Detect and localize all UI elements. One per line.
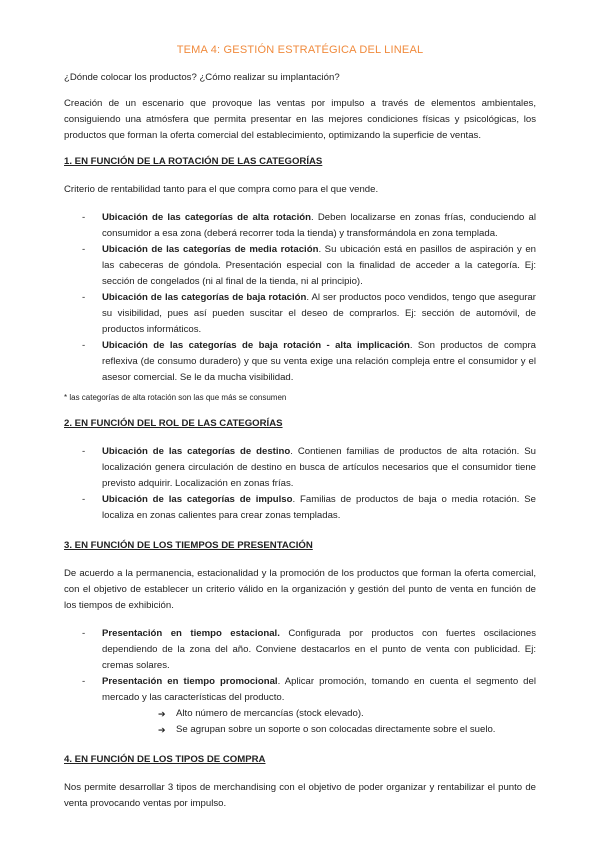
item-text: . Al ser productos poco vendidos, tengo que asegurar su visibilidad, pues así pueden suscitar el deseo de comprarlos. Ej: sección de automóvil, de productos informáticos.	[102, 292, 536, 335]
dash-bullet: -	[82, 446, 86, 457]
dash-bullet: -	[82, 340, 86, 351]
item-text: . Contienen familias de productos de alta rotación. Su localización genera circulación de destino en busca de artículos necesarios que el consumidor tiene previsto adquirir. Localización en zonas frías.	[102, 446, 536, 489]
arrow-item	[158, 722, 536, 738]
item-text: . Familias de productos de baja o media rotación. Se localiza en zonas calientes para crear zonas templadas.	[102, 494, 536, 521]
section-1-lead: Criterio de rentabilidad tanto para el que compra como para el que vende.	[64, 184, 379, 195]
item-bold: Presentación en tiempo estacional.	[102, 628, 280, 639]
dash-bullet: -	[82, 212, 86, 223]
list-item	[64, 338, 536, 386]
dash-bullet: -	[82, 292, 86, 303]
list-item	[64, 674, 536, 738]
list-item	[64, 626, 536, 674]
document-page	[64, 42, 536, 824]
item-text: . Son productos de compra reflexiva (de consumo duradero) y que su venta exige una relación compleja entre el consumidor y el asesor comercial. Se le da mucha visibilidad.	[102, 340, 536, 383]
list-item	[64, 290, 536, 338]
footnote: * las categorías de alta rotación son las que más se consumen	[64, 393, 287, 402]
item-text: . Su ubicación está en pasillos de aspiración y en las cabeceras de góndola. Presentación especial con la finalidad de acceder a la categoría. Ej: sección de congelados (ni al final de la tienda, ni al principio).	[102, 244, 537, 287]
list-item	[64, 242, 536, 290]
section-heading-2: 2. EN FUNCIÓN DEL ROL DE LAS CATEGORÍAS	[64, 418, 283, 429]
section-heading-3: 3. EN FUNCIÓN DE LOS TIEMPOS DE PRESENTACIÓN	[64, 540, 313, 551]
dash-bullet: -	[82, 676, 86, 687]
item-text: . Aplicar promoción, tomando en cuenta el segmento del mercado y las características del producto.	[102, 676, 536, 703]
dash-bullet: -	[82, 244, 86, 255]
arrow-icon: ➔	[158, 725, 166, 735]
list-item	[64, 444, 536, 492]
section-heading-1: 1. EN FUNCIÓN DE LA ROTACIÓN DE LAS CATEGORÍAS	[64, 156, 323, 167]
section-heading-4: 4. EN FUNCIÓN DE LOS TIPOS DE COMPRA	[64, 754, 266, 765]
section-1-list	[64, 210, 536, 386]
arrow-list	[102, 706, 536, 738]
arrow-item	[158, 706, 536, 722]
item-bold: Ubicación de las categorías de baja rotación - alta implicación	[102, 340, 410, 351]
item-text: Configurada por productos con fuertes oscilaciones dependiendo de la zona del año. Conviene destacarlos en el punto de venta con publicidad. Ej: cremas solares.	[102, 628, 536, 671]
list-item	[64, 210, 536, 242]
item-bold: Ubicación de las categorías de destino	[102, 446, 291, 457]
item-bold: Ubicación de las categorías de baja rotación	[102, 292, 307, 303]
arrow-text: Se agrupan sobre un soporte o son colocadas directamente sobre el suelo.	[176, 724, 496, 735]
section-4-lead: Nos permite desarrollar 3 tipos de merchandising con el objetivo de poder organizar y rentabilizar el punto de venta provocando ventas por impulso.	[64, 782, 536, 809]
arrow-icon: ➔	[158, 709, 166, 719]
item-text: . Deben localizarse en zonas frías, conduciendo al consumidor a esa zona (deberá recorrer toda la tienda) y transformándola en zona templada.	[102, 212, 537, 239]
list-item	[64, 492, 536, 524]
page-title: TEMA 4: GESTIÓN ESTRATÉGICA DEL LINEAL	[176, 44, 424, 56]
section-3-list	[64, 626, 536, 738]
intro-question: ¿Dónde colocar los productos? ¿Cómo realizar su implantación?	[64, 72, 340, 83]
item-bold: Ubicación de las categorías de alta rotación	[102, 212, 312, 223]
intro-paragraph: Creación de un escenario que provoque las ventas por impulso a través de elementos ambientales, consiguiendo una atmósfera que permita presentar en las mejores condiciones físicas y psicológicas, los productos que forman la oferta comercial del establecimiento, optimizando la superficie de ventas.	[64, 98, 536, 141]
item-bold: Ubicación de las categorías de impulso	[102, 494, 293, 505]
section-2-list	[64, 444, 536, 524]
dash-bullet: -	[82, 628, 86, 639]
item-bold: Ubicación de las categorías de media rotación	[102, 244, 319, 255]
item-bold: Presentación en tiempo promocional	[102, 676, 278, 687]
dash-bullet: -	[82, 494, 86, 505]
arrow-text: Alto número de mercancías (stock elevado).	[176, 708, 364, 719]
section-3-lead: De acuerdo a la permanencia, estacionalidad y la promoción de los productos que forman la oferta comercial, con el objetivo de establecer un criterio válido en la organización y gestión del punto de venta en función de los tiempos de exhibición.	[64, 568, 536, 611]
